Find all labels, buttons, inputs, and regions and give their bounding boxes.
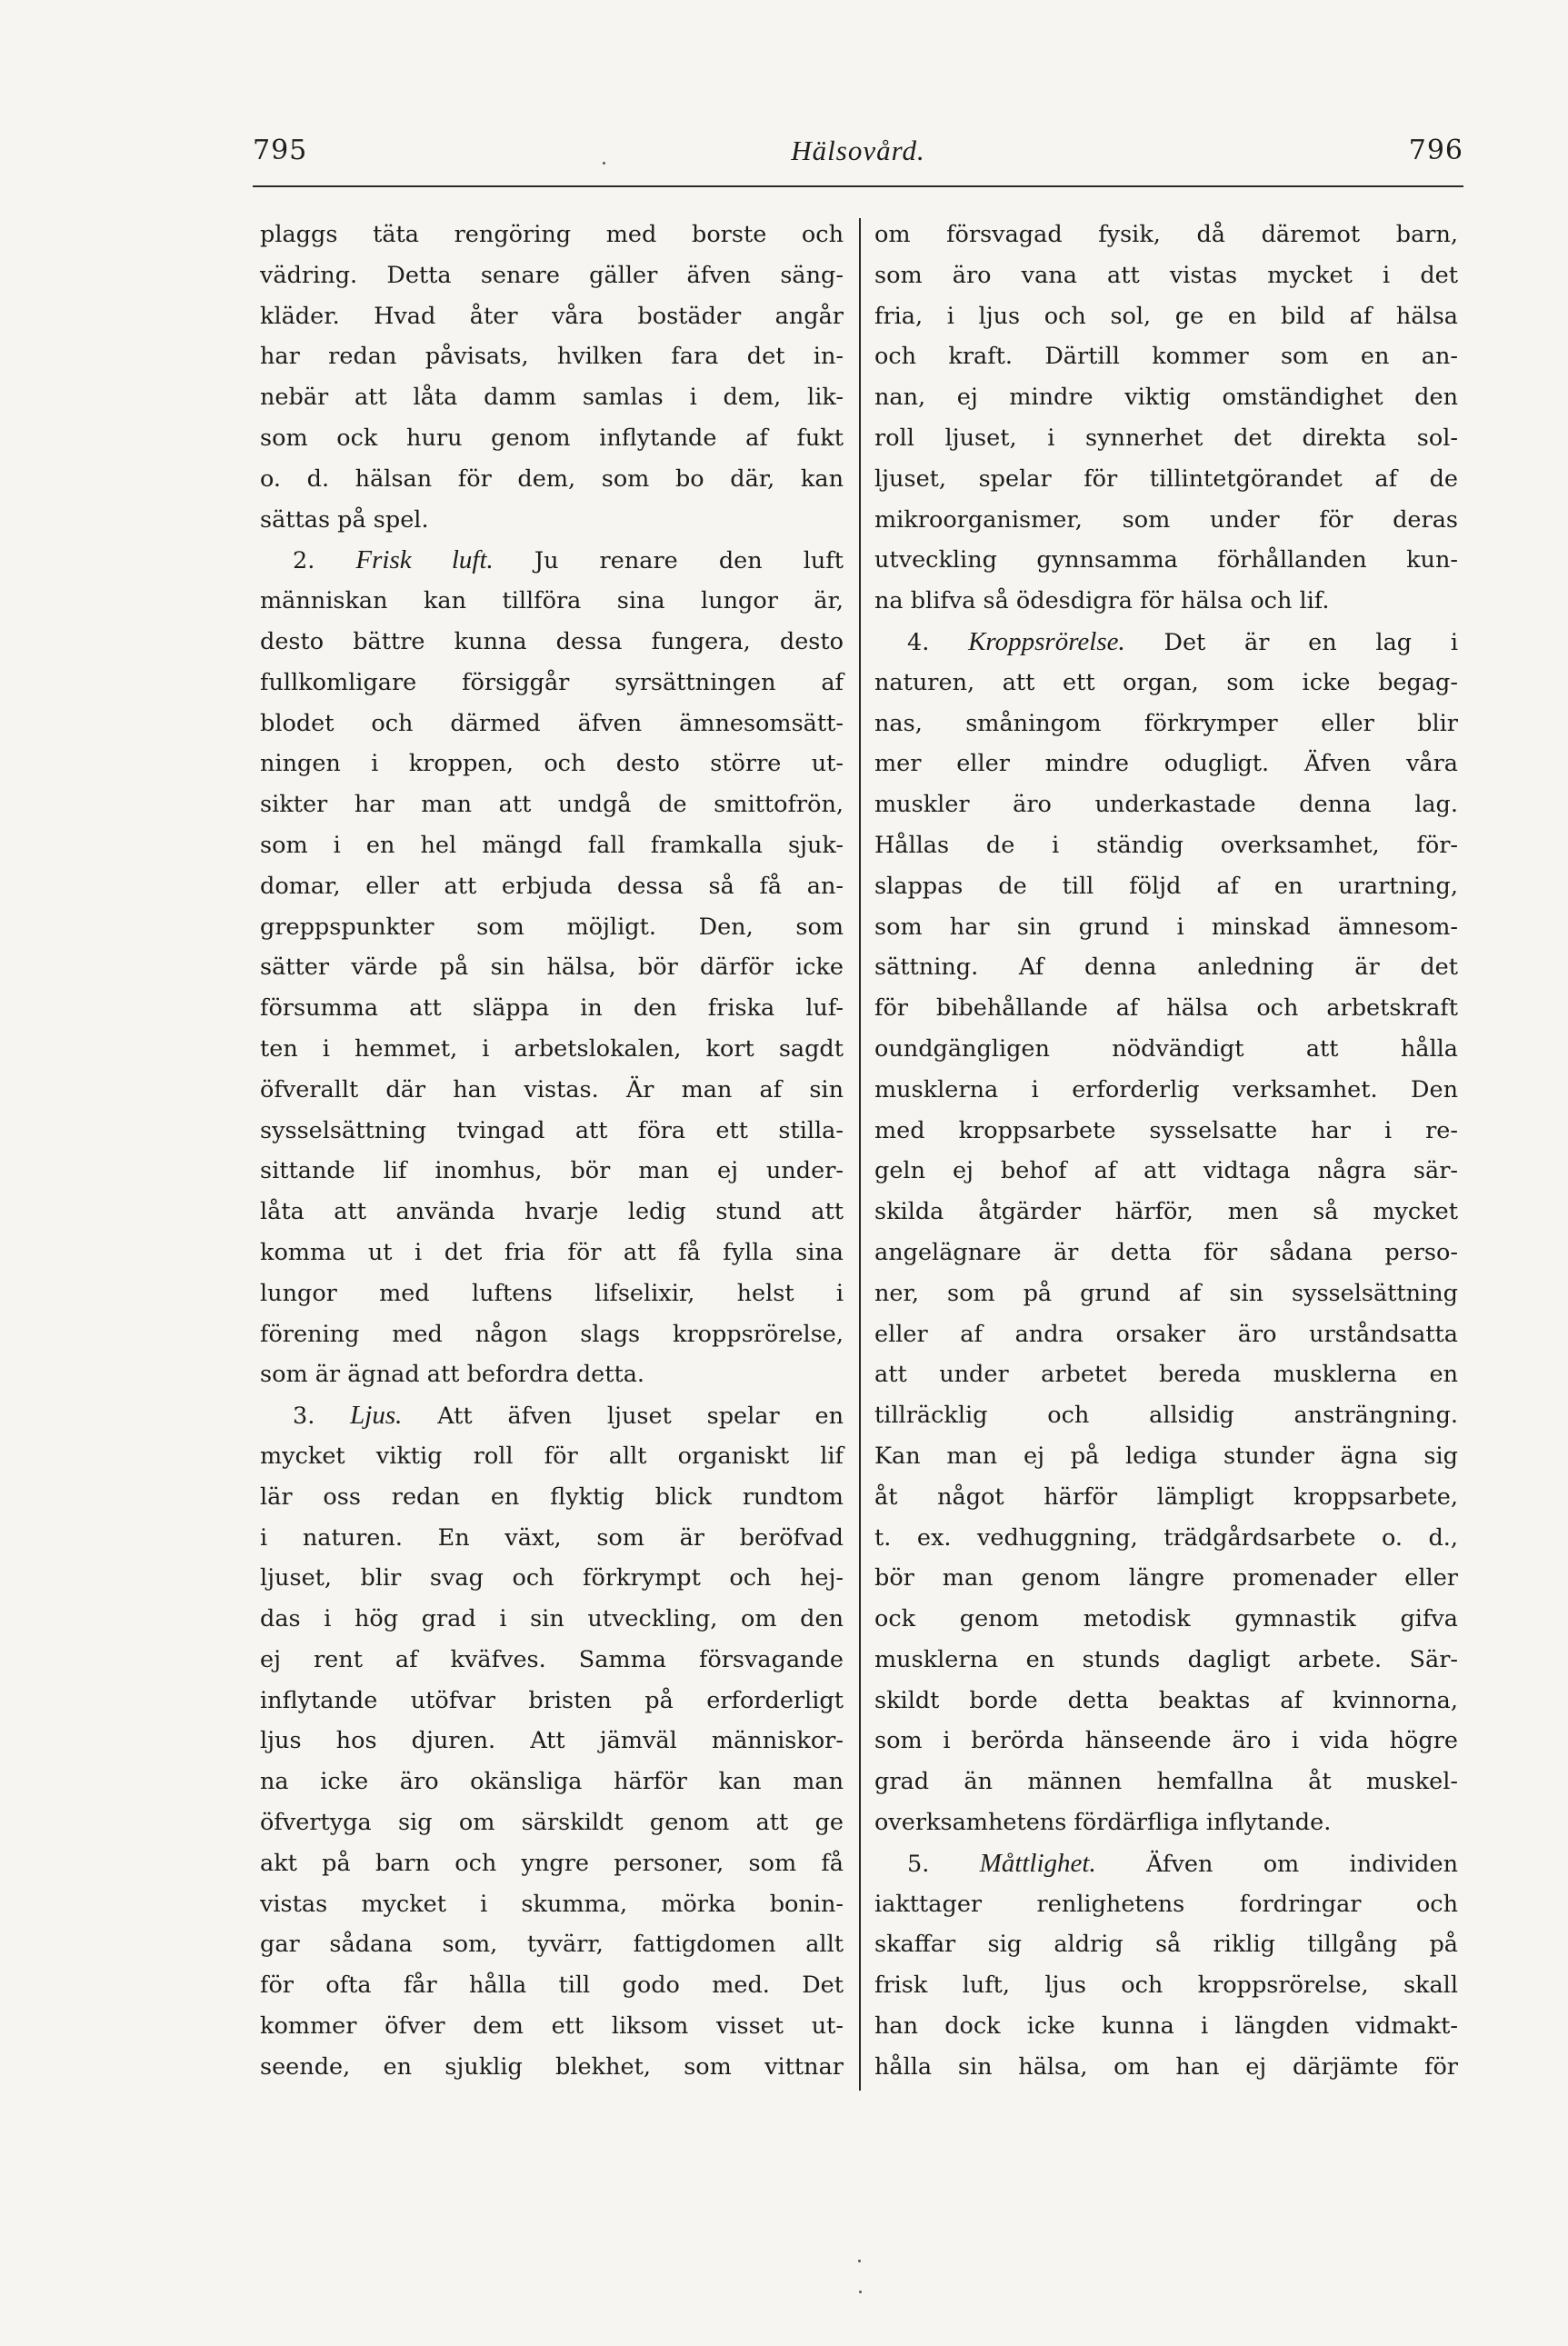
section-text: Att äfven ljuset spelar en — [402, 1403, 844, 1431]
text-line: utveckling gynnsamma förhållanden kun- — [874, 546, 1458, 574]
text-line: das i hög grad i sin utveckling, om den — [260, 1605, 844, 1633]
text-line: domar, eller att erbjuda dessa så få an- — [260, 872, 844, 900]
text-line: frisk luft, ljus och kroppsrörelse, skall — [874, 1972, 1458, 2000]
text-line: skilda åtgärder härför, men så mycket — [874, 1198, 1458, 1226]
running-title: Hälsovård. — [791, 135, 925, 166]
section-text: Det är en lag i — [1124, 628, 1458, 656]
text-line: slappas de till följd af en urartning, — [874, 872, 1458, 900]
text-line: eller af andra orsaker äro urståndsatta — [874, 1320, 1458, 1348]
text-line: ljuset, spelar för tillintetgörandet af de — [874, 464, 1458, 493]
text-line: na icke äro okänsliga härför kan man — [260, 1768, 844, 1796]
print-speck — [603, 162, 605, 165]
section-text: Äfven om individen — [1095, 1850, 1458, 1878]
text-line: låta att använda hvarje ledig stund att — [260, 1198, 844, 1226]
text-line: Kan man ej på lediga stunder ägna sig — [874, 1442, 1458, 1470]
text-line: fria, i ljus och sol, ge en bild af hälsa — [874, 302, 1458, 330]
section-title: Måttlighet. — [979, 1848, 1096, 1878]
text-line: sikter har man att undgå de smittofrön, — [260, 791, 844, 819]
text-line: angelägnare är detta för sådana perso- — [874, 1238, 1458, 1266]
section-text: Ju renare den luft — [493, 547, 844, 575]
text-line: na blifva så ödesdigra för hälsa och lif. — [874, 587, 1330, 615]
text-line: hålla sin hälsa, om han ej därjämte för — [874, 2052, 1458, 2081]
text-line: sättas på spel. — [260, 505, 429, 534]
text-line: att under arbetet bereda musklerna en — [874, 1361, 1458, 1389]
text-line: muskler äro underkastade denna lag. — [874, 791, 1458, 819]
section-heading-line — [260, 540, 844, 581]
text-line: nebär att låta damm samlas i dem, lik- — [260, 384, 844, 412]
text-line: ner, som på grund af sin sysselsättning — [874, 1279, 1458, 1307]
text-line: overksamhetens fördärfliga inflytande. — [874, 1809, 1332, 1837]
text-line: ningen i kroppen, och desto större ut- — [260, 750, 844, 778]
text-line: grad än männen hemfallna åt muskel- — [874, 1768, 1458, 1796]
text-line: musklerna en stunds dagligt arbete. Sär- — [874, 1645, 1458, 1673]
text-line: greppspunkter som möjligt. Den, som — [260, 913, 844, 941]
text-line: lungor med luftens lifselixir, helst i — [260, 1279, 844, 1307]
text-line: nas, småningom förkrymper eller blir — [874, 709, 1458, 737]
text-line: nan, ej mindre viktig omständighet den — [874, 384, 1458, 412]
text-line: om försvagad fysik, då däremot barn, — [874, 221, 1458, 248]
text-line: försumma att släppa in den friska luf- — [260, 994, 844, 1023]
text-line: akt på barn och yngre personer, som få — [260, 1849, 844, 1877]
text-line: plaggs täta rengöring med borste och — [260, 221, 844, 248]
text-line: ten i hemmet, i arbetslokalen, kort sagdt — [260, 1034, 844, 1063]
text-line: ljuset, blir svag och förkrympt och hej- — [260, 1564, 844, 1592]
text-line: som ock huru genom inflytande af fukt — [260, 424, 844, 452]
text-line: musklerna i erforderlig verksamhet. Den — [874, 1075, 1458, 1103]
text-line: o. d. hälsan för dem, som bo där, kan — [260, 464, 844, 493]
section-number: 3. — [293, 1403, 351, 1431]
text-line: naturen, att ett organ, som icke begag- — [874, 668, 1458, 696]
right-text-column — [874, 215, 1458, 2088]
text-line: kläder. Hvad åter våra bostäder angår — [260, 302, 844, 330]
text-line: mikroorganismer, som under för deras — [874, 505, 1458, 534]
text-line: fullkomligare försiggår syrsättningen af — [260, 668, 844, 696]
text-line: för ofta får hålla till godo med. Det — [260, 1972, 844, 2000]
text-line: kommer öfver dem ett liksom visset ut- — [260, 2012, 844, 2041]
text-line: iakttager renlighetens fordringar och — [874, 1890, 1458, 1918]
text-line: öfverallt där han vistas. Är man af sin — [260, 1075, 844, 1103]
text-line: mer eller mindre odugligt. Äfven våra — [874, 750, 1458, 778]
page-header — [253, 135, 1463, 178]
section-number: 5. — [907, 1850, 980, 1878]
text-line: som äro vana att vistas mycket i det — [874, 261, 1458, 289]
text-line: med kroppsarbete sysselsatte har i re- — [874, 1116, 1458, 1144]
text-line: sätter värde på sin hälsa, bör därför icke — [260, 953, 844, 982]
text-line: åt något härför lämpligt kroppsarbete, — [874, 1482, 1458, 1511]
text-line: lär oss redan en flyktig blick rundtom — [260, 1482, 844, 1511]
text-line: t. ex. vedhuggning, trädgårdsarbete o. d., — [874, 1523, 1458, 1552]
text-line: som är ägnad att befordra detta. — [260, 1361, 645, 1389]
text-line: gar sådana som, tyvärr, fattigdomen allt — [260, 1931, 844, 1959]
section-heading-line — [260, 1395, 844, 1436]
text-line: tillräcklig och allsidig ansträngning. — [874, 1402, 1458, 1430]
text-line: ljus hos djuren. Att jämväl människor- — [260, 1727, 844, 1755]
text-line: skildt borde detta beaktas af kvinnorna, — [874, 1686, 1458, 1714]
text-line: vistas mycket i skumma, mörka bonin- — [260, 1890, 844, 1918]
text-line: sysselsättning tvingad att föra ett stilla- — [260, 1116, 844, 1144]
text-line: i naturen. En växt, som är beröfvad — [260, 1523, 844, 1552]
left-page-number: 795 — [253, 135, 308, 166]
left-text-column — [260, 215, 844, 2088]
text-line: som i berörda hänseende äro i vida högre — [874, 1727, 1458, 1755]
text-line: ock genom metodisk gymnastik gifva — [874, 1605, 1458, 1633]
text-line: och kraft. Därtill kommer som en an- — [874, 343, 1458, 371]
text-line: som i en hel mängd fall framkalla sjuk- — [260, 831, 844, 859]
header-rule — [253, 185, 1463, 187]
text-line: ej rent af kväfves. Samma försvagande — [260, 1645, 844, 1673]
text-line: har redan påvisats, hvilken fara det in- — [260, 343, 844, 371]
right-page-number: 796 — [1408, 135, 1463, 166]
section-number: 4. — [907, 628, 969, 656]
text-line: Hållas de i ständig overksamhet, för- — [874, 831, 1458, 859]
column-divider — [859, 218, 861, 2091]
text-line: han dock icke kunna i längden vidmakt- — [874, 2012, 1458, 2041]
section-title: Ljus. — [350, 1401, 403, 1431]
section-title: Frisk luft. — [355, 545, 494, 575]
text-line: som har sin grund i minskad ämnesom- — [874, 913, 1458, 941]
print-speck — [859, 2291, 862, 2293]
text-line: bör man genom längre promenader eller — [874, 1564, 1458, 1592]
text-line: oundgängligen nödvändigt att hålla — [874, 1034, 1458, 1063]
text-line: öfvertyga sig om särskildt genom att ge — [260, 1809, 844, 1837]
text-line: komma ut i det fria för att få fylla sina — [260, 1238, 844, 1266]
text-line: sittande lif inomhus, bör man ej under- — [260, 1157, 844, 1185]
text-line: seende, en sjuklig blekhet, som vittnar — [260, 2052, 844, 2081]
print-speck — [858, 2260, 861, 2262]
section-heading-line — [874, 1843, 1458, 1884]
text-line: skaffar sig aldrig så riklig tillgång på — [874, 1931, 1458, 1959]
text-line: geln ej behof af att vidtaga några sär- — [874, 1157, 1458, 1185]
text-line: desto bättre kunna dessa fungera, desto — [260, 627, 844, 655]
text-line: människan kan tillföra sina lungor är, — [260, 587, 844, 615]
text-line: blodet och därmed äfven ämnesomsätt- — [260, 709, 844, 737]
text-line: för bibehållande af hälsa och arbetskraft — [874, 994, 1458, 1023]
text-line: roll ljuset, i synnerhet det direkta sol- — [874, 424, 1458, 452]
section-title: Kroppsrörelse. — [968, 626, 1125, 656]
section-heading-line — [874, 622, 1458, 663]
text-line: vädring. Detta senare gäller äfven säng- — [260, 261, 844, 289]
text-line: mycket viktig roll för allt organiskt lif — [260, 1442, 844, 1470]
text-line: inflytande utöfvar bristen på erforderligt — [260, 1686, 844, 1714]
text-line: sättning. Af denna anledning är det — [874, 953, 1458, 982]
section-number: 2. — [293, 547, 356, 575]
text-line: förening med någon slags kroppsrörelse, — [260, 1320, 844, 1348]
